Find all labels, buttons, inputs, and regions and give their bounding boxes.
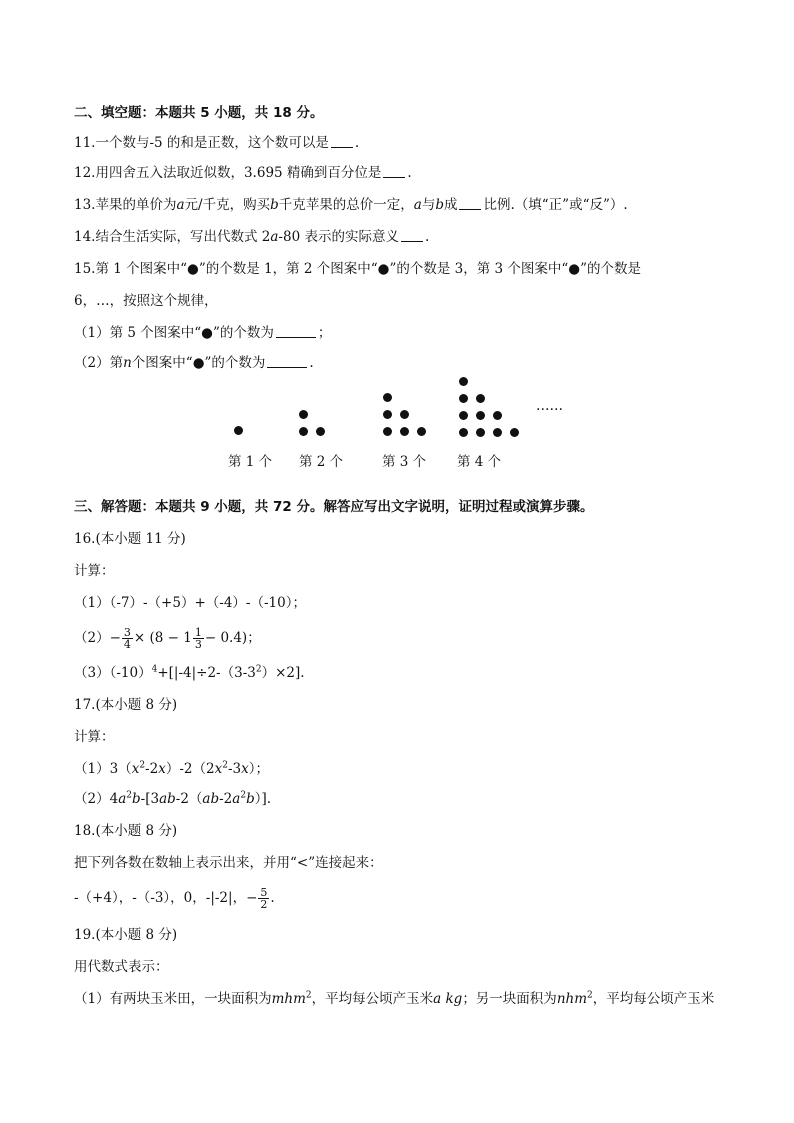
question-18-instruction: 把下列各数在数轴上表示出来，并用“<”连接起来： [74,855,383,871]
question-18-numbers: -（+4），-（-3），0，-|-2|，− $\frac{5}{2}$ . [74,886,275,911]
question-17-part2: $(2)4a^2b-[3ab-2(ab-2a^2b)]$. [74,790,272,807]
question-19-part1: （1）有两块玉米田，一块面积为mhm$^2$，平均每公顷产玉米a kg；另一块面积为nhm$^2$，平均每公顷产玉米 [74,990,715,1007]
question-16-part2: （2）− $\frac{3}{4}$ × (8 − 1 $\frac{1}{3}$ − 0.4)； [74,626,261,651]
figure-ellipsis: …… [536,398,563,414]
section2-heading: 二、填空题：本题共 5 小题，共 18 分。 [74,105,324,121]
figure-label-1: 第 1 个 [228,454,273,470]
question-16-part1: （1）（-7）-（+5）+（-4）-（-10）； [74,595,306,611]
figure-label-2: 第 2 个 [299,454,344,470]
dot [476,411,485,420]
answer-blank [276,324,316,338]
dot [476,394,485,403]
dot [299,427,308,436]
dot [316,427,325,436]
dot [417,427,426,436]
dot [493,411,502,420]
question-16-title: 16.(本小题 11 分) [74,531,186,547]
fraction: $\frac{5}{2}$ [260,886,268,911]
question-15-line2: 6，…，按照这个规律， [74,293,218,309]
dot [459,411,468,420]
dot [459,377,468,386]
answer-blank [383,164,405,178]
dot [383,393,392,402]
question-14: 14.结合生活实际，写出代数式 2a-80 表示的实际意义 . [74,229,430,245]
question-12: 12.用四舍五入法取近似数，3.695 精确到百分位是 . [74,165,412,181]
question-15-line1: 15.第 1 个图案中“●”的个数是 1，第 2 个图案中“●”的个数是 3，第 3 个图案中“●”的个数是 [74,261,641,277]
dot [299,410,308,419]
dot [383,427,392,436]
dot [400,427,409,436]
question-17-title: 17.(本小题 8 分) [74,697,178,713]
question-15-sub1: （1）第 5 个图案中“●”的个数为 ； [74,325,332,341]
question-15-sub2: （2）第n个图案中“●”的个数为 . [74,355,314,371]
dot [400,410,409,419]
question-19-title: 19.(本小题 8 分) [74,927,178,943]
figure-label-3: 第 3 个 [382,454,427,470]
question-11: 11.一个数与-5 的和是正数，这个数可以是 . [74,135,360,151]
dot [234,426,243,435]
answer-blank [459,196,481,210]
fraction: $\frac{3}{4}$ [123,626,131,651]
dot [383,410,392,419]
fraction: $\frac{1}{3}$ [194,626,202,651]
dot [459,394,468,403]
question-18-title: 18.(本小题 8 分) [74,823,178,839]
dot [510,428,519,437]
answer-blank [401,228,423,242]
answer-blank [267,354,307,368]
dot [476,428,485,437]
dot [459,428,468,437]
question-16-instruction: 计算： [74,563,115,579]
question-17-part1: $(1)3(x^2-2x)-2(2x^2-3x)$； [74,760,269,777]
question-19-instruction: 用代数式表示： [74,959,169,975]
dot [493,428,502,437]
section3-heading: 三、解答题：本题共 9 小题，共 72 分。解答应写出文字说明，证明过程或演算步骤。 [74,499,594,515]
question-13: 13.苹果的单价为a元/千克，购买b千克苹果的总价一定，a与b成 比例.（填“正”或“反”）. [74,197,628,213]
answer-blank [331,134,353,148]
question-16-part3: $(3)(-10)^4+[|-4|\div 2-(3-3^2)\times 2]$. [74,664,305,681]
question-17-instruction: 计算： [74,729,115,745]
figure-label-4: 第 4 个 [457,454,502,470]
